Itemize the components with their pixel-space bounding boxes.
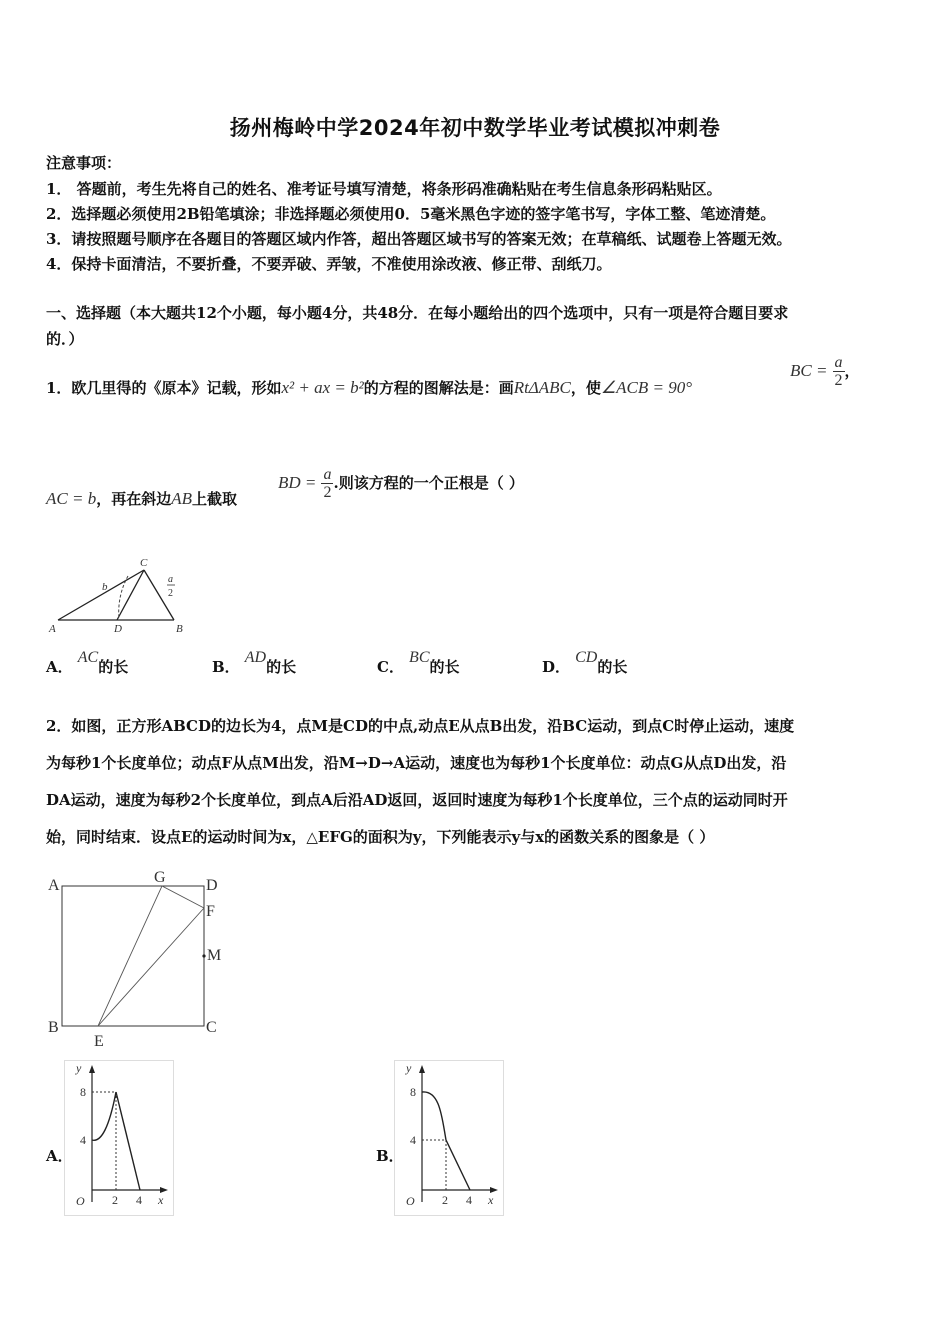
q2-option-a-label[interactable]: A．	[46, 1147, 73, 1165]
q1-text-6: 上截取	[192, 490, 238, 508]
q2-square	[62, 886, 204, 1026]
q2-option-b-y-arrow	[419, 1065, 425, 1073]
q2-option-a-tick-x4: 4	[136, 1193, 142, 1207]
q1-bc-lhs: BC =	[790, 361, 828, 380]
q2-option-b-line	[446, 1140, 470, 1190]
q2-option-b-tick-x4: 4	[466, 1193, 472, 1207]
q1-text-line1	[46, 377, 692, 398]
q2-option-a-y-label: y	[76, 1061, 82, 1075]
q1-option-d-seg: CD	[575, 649, 598, 666]
q1-equation: x² + ax = b²	[281, 378, 364, 397]
q2-point-m	[202, 954, 205, 957]
section-heading-line2: 的．）	[46, 330, 84, 348]
q1-label-c: C	[140, 557, 148, 569]
notice-heading: 注意事项：	[46, 154, 122, 172]
q1-bc-frac-num: a	[834, 354, 843, 371]
q2-option-b-tick-8: 8	[410, 1085, 416, 1099]
q1-label-a: A	[49, 623, 56, 635]
notice-item-2: 2．选择题必须使用2B铅笔填涂；非选择题必须使用0．5毫米黑色字迹的签字笔书写，字体工整、笔迹清楚。	[46, 205, 776, 223]
q2-option-a-x-label: x	[158, 1193, 164, 1207]
q1-text-1: 1．欧几里得的《原本》记载，形如	[46, 379, 282, 397]
q2-option-b-tick-4: 4	[410, 1133, 416, 1147]
notice-item-3: 3．请按照题号顺序在各题目的答题区域内作答，超出答题区域书写的答案无效；在草稿纸、试题卷上答题无效。	[46, 230, 792, 248]
section-heading-line1: 一、选择题（本大题共12个小题，每小题4分，共48分．在每小题给出的四个选项中，只有一项是符合题目要求	[46, 304, 789, 322]
q2-text-line1: 2．如图，正方形ABCD的边长为4，点M是CD的中点,动点E从点B出发，沿BC运动，到点C时停止运动，速度	[46, 717, 795, 735]
q2-option-b-tick-x2: 2	[442, 1193, 448, 1207]
q1-label-b-side: b	[102, 581, 108, 593]
q1-option-b-label: B．	[212, 658, 240, 676]
q2-option-a-y-arrow	[89, 1065, 95, 1073]
q1-bc-fraction	[833, 354, 845, 389]
q1-bd-frac-num: a	[323, 466, 332, 483]
q1-text-7: .则该方程的一个正根是（ ）	[333, 474, 524, 492]
q2-option-b-x-label: x	[488, 1193, 494, 1207]
q2-text-line3: DA运动，速度为每秒2个长度单位，到点A后沿AD返回，返回时速度为每秒1个长度单位，三个点的运动同时开	[46, 791, 788, 809]
q2-option-a-line	[116, 1092, 140, 1190]
q2-label-c: C	[206, 1019, 217, 1036]
q2-option-a-tick-x2: 2	[112, 1193, 118, 1207]
q1-option-c-label: C．	[377, 658, 404, 676]
q2-option-a-graph[interactable]	[64, 1060, 174, 1216]
q1-comma: ，	[844, 362, 860, 380]
q1-option-a-seg: AC	[77, 649, 99, 666]
q1-bd-expression	[278, 466, 524, 501]
q1-option-c-suffix: 的长	[429, 658, 460, 676]
q1-option-b[interactable]	[212, 649, 297, 677]
q1-option-c-seg: BC	[409, 649, 430, 666]
q1-label-two: 2	[168, 588, 173, 599]
q2-segment-gf	[162, 886, 204, 908]
q1-ac: AC = b	[46, 489, 97, 508]
q1-bd-lhs: BD =	[278, 473, 317, 492]
q2-label-g: G	[154, 869, 166, 886]
q1-label-d: D	[114, 623, 122, 635]
q1-bc-expression	[790, 354, 860, 389]
q1-bd-frac-den: 2	[323, 484, 332, 501]
q1-angle: ∠ACB = 90°	[600, 378, 693, 397]
q1-bd-fraction	[321, 466, 333, 501]
q1-option-a-label: A．	[46, 658, 73, 676]
q2-text-line2: 为每秒1个长度单位；动点F从点M出发，沿M→D→A运动，速度也为每秒1个长度单位：动点G从点D出发，沿	[46, 754, 787, 772]
q1-label-a-side: a	[168, 574, 173, 585]
q2-option-b-y-label: y	[406, 1061, 412, 1075]
q2-label-f: F	[206, 903, 215, 920]
q2-text-line4: 始，同时结束．设点E的运动时间为x，△EFG的面积为y，下列能表示y与x的函数关系的图象是（ ）	[46, 828, 715, 846]
q1-text-3: ，使	[570, 379, 601, 397]
q2-label-b: B	[48, 1019, 59, 1036]
q1-text-2: 的方程的图解法是：画	[363, 379, 514, 397]
q2-option-a-tick-4: 4	[80, 1133, 86, 1147]
q2-option-b-origin: O	[406, 1194, 415, 1208]
q1-bc-frac-den: 2	[834, 372, 843, 389]
q2-option-a-origin: O	[76, 1194, 85, 1208]
q2-label-e: E	[94, 1033, 104, 1050]
q2-option-b-label[interactable]: B．	[376, 1147, 404, 1165]
q2-label-m: M	[207, 947, 222, 964]
q2-label-d: D	[206, 877, 218, 894]
q1-option-d-suffix: 的长	[597, 658, 628, 676]
q1-option-b-suffix: 的长	[266, 658, 297, 676]
page-title: 扬州梅岭中学2024年初中数学毕业考试模拟冲刺卷	[229, 116, 721, 140]
q2-option-a-curve	[92, 1092, 116, 1140]
q2-segment-eg	[98, 886, 162, 1026]
q1-option-d[interactable]	[542, 649, 628, 677]
q1-option-b-seg: AD	[244, 649, 267, 666]
q2-label-a: A	[48, 877, 60, 894]
q1-ab: AB	[171, 489, 192, 508]
q1-option-c[interactable]	[377, 649, 460, 677]
q1-label-b: B	[176, 623, 183, 635]
q1-triangle-figure	[44, 552, 194, 638]
notice-item-4: 4．保持卡面清洁，不要折叠，不要弄破、弄皱，不准使用涂改液、修正带、刮纸刀。	[46, 255, 612, 273]
q2-square-figure	[40, 864, 240, 1054]
q2-option-b-graph[interactable]	[394, 1060, 504, 1216]
q2-option-a-tick-8: 8	[80, 1085, 86, 1099]
q2-option-b-curve	[422, 1092, 446, 1140]
q1-option-a[interactable]	[46, 649, 129, 677]
q1-option-d-label: D．	[542, 658, 571, 676]
q2-segment-ef	[98, 908, 204, 1026]
q1-triangle: RtΔABC	[513, 378, 571, 397]
notice-item-1: 1． 答题前，考生先将自己的姓名、准考证号填写清楚，将条形码准确粘贴在考生信息条形码粘贴区。	[46, 180, 722, 198]
q1-text-line2	[46, 488, 237, 509]
q1-option-a-suffix: 的长	[98, 658, 129, 676]
q1-text-5: ，再在斜边	[96, 490, 172, 508]
